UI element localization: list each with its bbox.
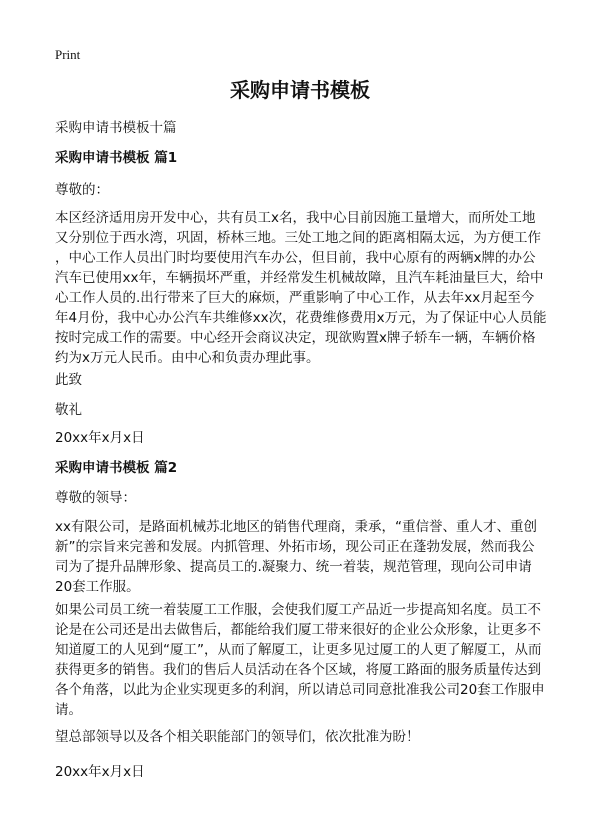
section2-para3: 望总部领导以及各个相关职能部门的领导们，依次批准为盼！	[55, 729, 420, 745]
subtitle: 采购申请书模板十篇	[55, 120, 177, 136]
text-line: 新”的宗旨来完善和发展。内抓管理、外拓市场，现公司正在蓬勃发展，然而我公	[55, 539, 535, 555]
text-line: 请。	[55, 702, 82, 718]
section2-greeting: 尊敬的领导：	[55, 490, 136, 506]
section1-greeting: 尊敬的：	[55, 182, 109, 198]
section1-closing2: 敬礼	[55, 402, 82, 418]
text-line: 年4月份，我中心办公汽车共维修xx次，花费维修费用x万元，为了保证中心人员能	[55, 310, 547, 326]
text-line: 汽车已使用xx年，车辆损坏严重，并经常发生机械故障，且汽车耗油量巨大，给中	[55, 270, 544, 286]
text-line: 约为x万元人民币。由中心和负责办理此事。	[55, 350, 320, 366]
section1-date: 20xx年x月x日	[55, 430, 145, 446]
text-line: 论是在公司还是出去做售后，都能给我们厦工带来很好的企业公众形象，让更多不	[55, 622, 541, 638]
text-line: 20套工作服。	[55, 579, 140, 595]
text-line: 按时完成工作的需要。中心经开会商议决定，现欲购置x牌子轿车一辆，车辆价格	[55, 330, 536, 346]
text-line: 各个角落，以此为企业实现更多的利润，所以请总司同意批准我公司20套工作服申	[55, 682, 545, 698]
text-line: 心工作人员的.出行带来了巨大的麻烦，严重影响了中心工作，从去年xx月起至今	[55, 290, 535, 306]
text-line: ，中心工作人员出门时均要使用汽车办公，但目前，我中心原有的两辆x牌的办公	[55, 250, 536, 266]
page-title: 采购申请书模板	[230, 78, 370, 102]
text-line: 本区经济适用房开发中心，共有员工x名，我中心目前因施工量增大，而所处工地	[55, 210, 536, 226]
text-line: 知道厦工的人见到“厦工”，从而了解厦工，让更多见过厦工的人更了解厦工，从而	[55, 642, 542, 658]
section1-body	[55, 208, 555, 368]
section2-para1	[55, 517, 555, 597]
section1-closing1: 此致	[55, 372, 82, 388]
text-line: 如果公司员工统一着装厦工工作服，会使我们厦工产品近一步提高知名度。员工不	[55, 602, 541, 618]
section2-para2	[55, 600, 555, 720]
print-label[interactable]: Print	[55, 47, 81, 62]
section2-date: 20xx年x月x日	[55, 764, 145, 780]
text-line: 又分别位于西水湾，巩固，桥林三地。三处工地之间的距离相隔太远，为方便工作	[55, 230, 541, 246]
text-line: 司为了提升品牌形象、提高员工的.凝聚力、统一着装，规范管理，现向公司申请	[55, 559, 532, 575]
text-line: 获得更多的销售。我们的售后人员活动在各个区域，将厦工路面的服务质量传达到	[55, 662, 541, 678]
text-line: xx有限公司，是路面机械苏北地区的销售代理商，秉承，“重信誉、重人才、重创	[55, 519, 537, 535]
section2-heading: 采购申请书模板 篇2	[55, 460, 178, 476]
section1-heading: 采购申请书模板 篇1	[55, 150, 178, 166]
